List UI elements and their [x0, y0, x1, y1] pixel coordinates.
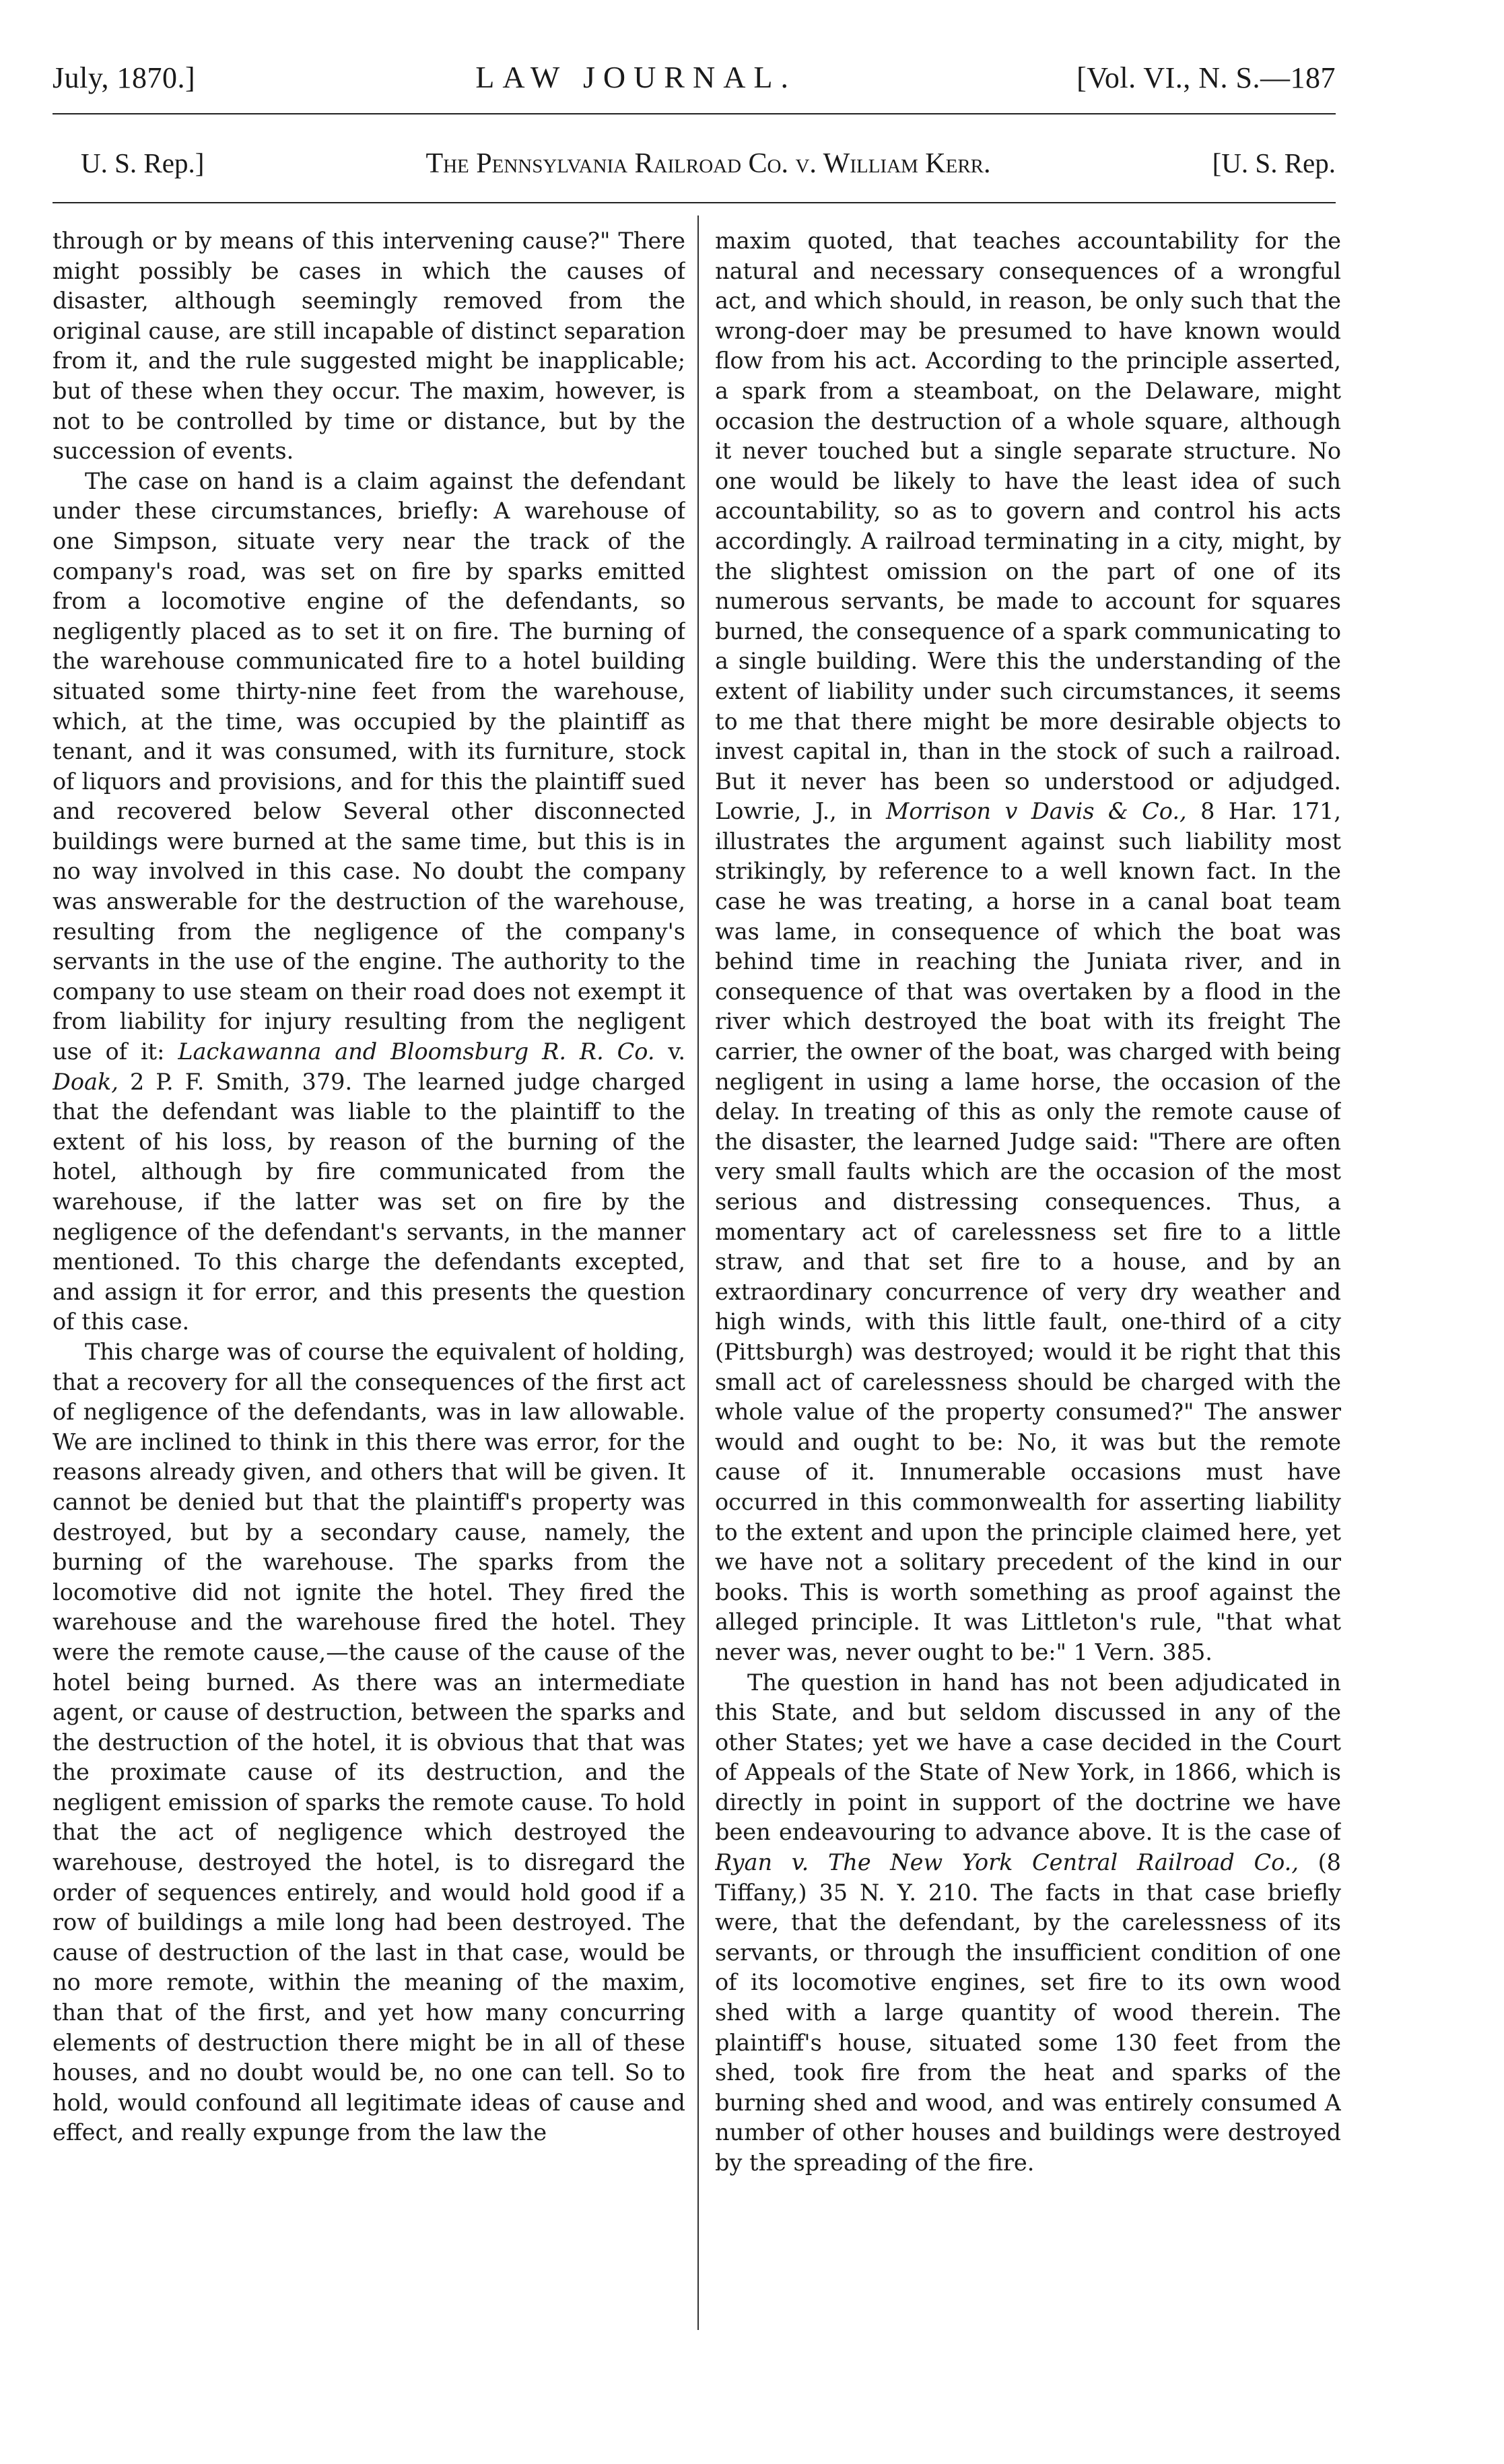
paragraph-text: (8 Tiffany,) 35 N. Y. 210. The facts in that case briefly were, that the defendant, by the carelessness of its servants, or through the insufficient condition of one of its locomotive engines, set fire to its own wood shed with a large quantity of wood therein. The plaintiff's house, situated some 130 feet from the shed, took fire from the heat and sparks of the burning shed and wood, and was entirely consumed A number of other houses and buildings were destroyed by the spreading of the fire. — [715, 1849, 1341, 2176]
paragraph — [715, 1668, 1341, 2178]
reporter-right: [U. S. Rep. — [1212, 147, 1336, 178]
case-header — [81, 147, 1336, 180]
paragraph: through or by means of this intervening cause?" There might possibly be cases in which the causes of disaster, although seemingly removed from the original cause, are still incapable of distinct separation from it, and the rule suggested might be inapplicable; but of these when they occur. The maxim, however, is not to be controlled by time or distance, but by the succession of events. — [53, 228, 685, 465]
case-citation: Ryan v. The New York Central Railroad Co., — [715, 1849, 1299, 1876]
paragraph-text: 8 Har. 171, illustrates the argument against such liability most strikingly, by reference to a well known fact. In the case he was treating, a horse in a canal boat team was lame, in consequence of which the boat was behind time in reaching the Juniata river, and in consequence of that was overtaken by a flood in the river which destroyed the boat with its freight The carrier, the owner of the boat, was charged with being negligent in using a lame horse, the occasion of the delay. In treating of this as only the remote cause of the disaster, the learned Judge said: "There are often very small faults which are the occasion of the most serious and distressing consequences. Thus, a momentary act of carelessness set fire to a little straw, and that set fire to a house, and by an extraordinary concurrence of very dry weather and high winds, with this little fault, one-third of a city (Pittsburgh) was destroyed; would it be right that this small act of carelessness should be charged with the whole value of the property consumed?" The answer would and ought to be: No, it was but the remote cause of it. Innumerable occasions must have occurred in this commonwealth for asserting liability to the extent and upon the principle claimed here, yet we have not a solitary precedent of the kind in our books. This is worth something as proof against the alleged principle. It was Littleton's rule, "that what never was, never ought to be:" 1 Vern. 385. — [715, 798, 1341, 1665]
paragraph-text: maxim quoted, that teaches accountability for the natural and necessary consequences of a wrongful act, and which should, in reason, be only such that the wrong-doer may be presumed to have known would flow from his act. According to the principle asserted, a spark from a steamboat, on the Delaware, might occasion the destruction of a whole square, although it never touched but a single separate structure. No one would be likely to have the least idea of such accountability, so as to govern and control his acts accordingly. A railroad terminating in a city, might, by the slightest omission on the part of one of its numerous servants, be made to account for squares burned, the consequence of a spark communicating to a single building. Were this the understanding of the extent of liability under such circumstances, it seems to me that there might be more desirable objects to invest capital in, than in the stock of such a railroad. But it never has been so understood or adjudged. Lowrie, J., in — [715, 228, 1341, 825]
paragraph-text: v. — [654, 1038, 685, 1065]
case-title: The Pennsylvania Railroad Co. v. William Kerr. — [425, 148, 991, 179]
header-rule — [53, 113, 1336, 114]
paragraph-text: The case on hand is a claim against the defendant under these circumstances, briefly: A warehouse of one Simpson, situate very near the track of the company's road, was set on fire by sparks emitted from a locomotive engine of the defendants, so negligently placed as to set it on fire. The burning of the warehouse communicated fire to a hotel building situated some thirty-nine feet from the warehouse, which, at the time, was occupied by the plaintiff as tenant, and it was consumed, with its furniture, stock of liquors and provisions, and for this the plaintiff sued and recovered below Several other disconnected buildings were burned at the same time, but this is in no way involved in this case. No doubt the company was answerable for the destruction of the warehouse, resulting from the negligence of the company's servants in the use of the engine. The authority to the company to use steam on their road does not exempt it from liability for injury resulting from the negligent use of it: — [53, 467, 685, 1065]
paragraph — [53, 467, 685, 1337]
case-citation: Morrison v Davis & Co., — [885, 798, 1187, 825]
paragraph: This charge was of course the equivalent of holding, that a recovery for all the consequences of the first act of negligence of the defendants, was in law allowable. We are inclined to think in this there was error, for the reasons already given, and others that will be given. It cannot be denied but that the plaintiff's property was destroyed, but by a secondary cause, namely, the burning of the warehouse. The sparks from the locomotive did not ignite the hotel. They fired the warehouse and the warehouse fired the hotel. They were the remote cause,—the cause of the cause of the hotel being burned. As there was an intermediate agent, or cause of destruction, between the sparks and the destruction of the hotel, it is obvious that that was the proximate cause of its destruction, and the negligent emission of sparks the remote cause. To hold that the act of negligence which destroyed the warehouse, destroyed the hotel, is to disregard the order of sequences entirely, and would hold good if a row of buildings a mile long had been destroyed. The cause of destruction of the last in that case, would be no more remote, within the meaning of the maxim, than that of the first, and yet how many concurring elements of destruction there might be in all of these houses, and no doubt would be, no one can tell. So to hold, would confound all legitimate ideas of cause and effect, and really expunge from the law the — [53, 1338, 685, 2146]
paragraph-text: The question in hand has not been adjudicated in this State, and but seldom discussed in any of the other States; yet we have a case decided in the Court of Appeals of the State of New York, in 1866, which is directly in point in support of the doctrine we have been endeavouring to advance above. It is the case of — [715, 1669, 1341, 1846]
right-column — [715, 226, 1341, 2321]
journal-title: LAW JOURNAL. — [475, 60, 797, 94]
case-citation: Doak, — [53, 1068, 118, 1095]
running-header — [53, 59, 1336, 95]
case-citation: Lackawanna and Bloomsburg R. R. Co. — [178, 1038, 655, 1065]
header-date: July, 1870.] — [53, 61, 196, 94]
reporter-left: U. S. Rep.] — [81, 147, 205, 178]
paragraph — [715, 226, 1341, 1668]
column-divider — [697, 215, 699, 2330]
subheader-rule — [53, 202, 1336, 203]
left-column — [53, 226, 685, 2321]
paragraph-text: 2 P. F. Smith, 379. The learned judge charged that the defendant was liable to the plaintiff to the extent of his loss, by reason of the burning of the hotel, although by fire communicated from the warehouse, if the latter was set on fire by the negligence of the defendant's servants, in the manner mentioned. To this charge the defendants excepted, and assign it for error, and this presents the question of this case. — [53, 1068, 685, 1335]
header-volume: [Vol. VI., N. S.—187 — [1076, 61, 1336, 94]
